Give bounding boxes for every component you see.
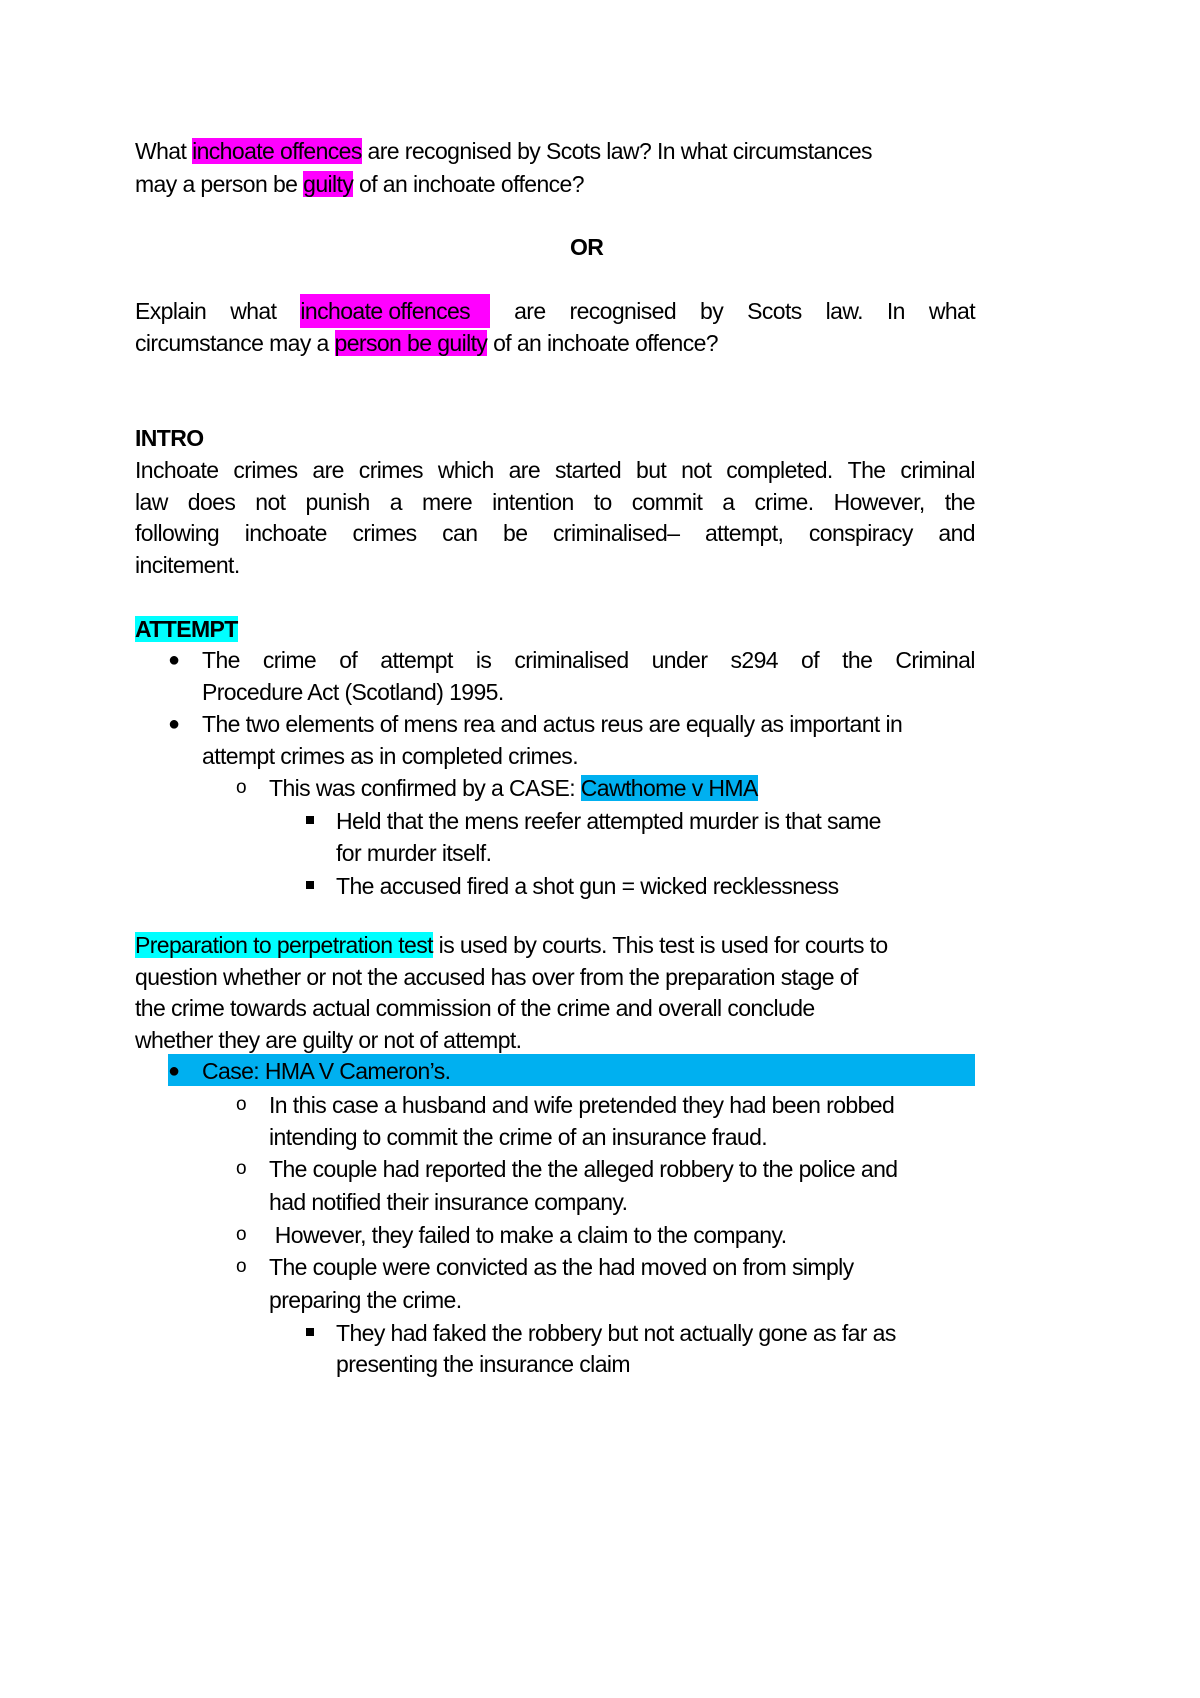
word: are — [508, 457, 541, 483]
highlight-guilty: guilty — [303, 171, 354, 197]
text: circumstance may a — [135, 330, 335, 356]
word: recognised — [569, 298, 677, 324]
highlight-preparation-test: Preparation to perpetration test — [135, 932, 433, 958]
highlight-person-be-guilty: person be guilty — [334, 330, 488, 356]
word: crimes — [352, 520, 417, 546]
word: law. — [825, 298, 863, 324]
word: what — [230, 298, 277, 324]
preparation-line1 — [135, 928, 888, 962]
word: which — [437, 457, 494, 483]
attempt-bullet2-line1: The two elements of mens rea and actus reus are equally as important in — [202, 711, 903, 737]
case-point2-line1: The couple had reported the the alleged robbery to the police and — [269, 1156, 898, 1182]
word: the — [944, 489, 975, 515]
case-subpoint-line1: They had faked the robbery but not actually gone as far as — [336, 1320, 896, 1346]
word: Scots — [747, 298, 802, 324]
highlight-inchoate-offences: inchoate offences — [300, 294, 490, 328]
word: and — [938, 520, 975, 546]
word: attempt — [380, 647, 453, 673]
preparation-line2: question whether or not the accused has over from the preparation stage of — [135, 964, 858, 990]
case-point1-line1: In this case a husband and wife pretended they had been robbed — [269, 1092, 895, 1118]
word: crime. — [754, 489, 814, 515]
word: attempt, — [704, 520, 784, 546]
word: of — [339, 647, 358, 673]
word: In — [886, 298, 905, 324]
word: commit — [631, 489, 703, 515]
attempt-bullet1-line1 — [202, 643, 975, 677]
text: may a person be — [135, 171, 304, 197]
attempt-bullet1-line2: Procedure Act (Scotland) 1995. — [202, 679, 504, 705]
word: what — [928, 298, 975, 324]
word: inchoate — [244, 520, 327, 546]
text: is used by courts. This test is used for courts to — [432, 932, 888, 958]
intro-heading: INTRO — [135, 425, 204, 451]
preparation-line3: the crime towards actual commission of the crime and overall conclude — [135, 995, 815, 1021]
word: criminalised– — [552, 520, 680, 546]
word: conspiracy — [808, 520, 913, 546]
word: does — [187, 489, 236, 515]
intro-line1 — [135, 453, 975, 487]
case-point4-line1: The couple were convicted as the had moved on from simply — [269, 1254, 854, 1280]
bullet-dot-icon: ● — [168, 713, 181, 735]
bullet-circle-icon: o — [236, 1224, 247, 1245]
intro-line4: incitement. — [135, 552, 240, 578]
word: is — [475, 647, 492, 673]
bullet-dot-icon: ● — [168, 1060, 181, 1082]
word: not — [681, 457, 712, 483]
case-hma-cameron: Case: HMA V Cameron’s. — [202, 1058, 451, 1084]
case-point2-line2: had notified their insurance company. — [269, 1189, 628, 1215]
word: not — [255, 489, 286, 515]
word: the — [842, 647, 873, 673]
attempt-subsub1-line2: for murder itself. — [336, 840, 492, 866]
word: intention — [492, 489, 574, 515]
word: crimes — [358, 457, 423, 483]
word: of — [801, 647, 820, 673]
word: a — [389, 489, 402, 515]
bullet-square-icon — [306, 816, 314, 824]
word: crime — [262, 647, 317, 673]
question2-line2 — [135, 326, 718, 360]
case-highlight-cawthome: Cawthome v HMA — [580, 775, 758, 801]
case-point4-line2: preparing the crime. — [269, 1287, 462, 1313]
bullet-circle-icon: o — [236, 1094, 247, 1115]
intro-line3 — [135, 516, 975, 550]
question1-line2 — [135, 167, 584, 201]
word: by — [700, 298, 724, 324]
word: be — [503, 520, 528, 546]
question2-line1 — [135, 294, 975, 328]
intro-line2 — [135, 485, 975, 519]
bullet-circle-icon: o — [236, 777, 247, 798]
word: a — [722, 489, 735, 515]
word: mere — [422, 489, 473, 515]
word: punish — [305, 489, 370, 515]
attempt-bullet2-line2: attempt crimes as in completed crimes. — [202, 743, 578, 769]
word: are — [312, 457, 344, 483]
bullet-circle-icon: o — [236, 1256, 247, 1277]
attempt-subsub2: The accused fired a shot gun = wicked recklessness — [336, 873, 839, 899]
bullet-square-icon — [306, 881, 314, 889]
word: but — [636, 457, 667, 483]
word: Explain — [135, 298, 207, 324]
attempt-heading-highlight: ATTEMPT — [135, 616, 238, 642]
word: law — [135, 489, 168, 515]
attempt-heading — [135, 612, 238, 646]
attempt-subsub1-line1: Held that the mens reefer attempted murder is that same — [336, 808, 881, 834]
word: are — [514, 298, 546, 324]
bullet-dot-icon: ● — [168, 649, 181, 671]
highlight-inchoate-offences: inchoate offences — [192, 138, 362, 164]
text: are recognised by Scots law? In what circumstances — [361, 138, 872, 164]
case-point3: However, they failed to make a claim to the company. — [269, 1222, 787, 1248]
preparation-line4: whether they are guilty or not of attempt. — [135, 1027, 522, 1053]
word: However, — [833, 489, 925, 515]
text: This was confirmed by a CASE: — [269, 775, 581, 801]
word: following — [135, 520, 220, 546]
word: can — [442, 520, 478, 546]
case-subpoint-line2: presenting the insurance claim — [336, 1351, 630, 1377]
word: started — [554, 457, 622, 483]
word: crimes — [233, 457, 298, 483]
case-point1-line2: intending to commit the crime of an insurance fraud. — [269, 1124, 768, 1150]
question1-line1 — [135, 134, 872, 168]
word: to — [593, 489, 612, 515]
text: of an inchoate offence? — [487, 330, 719, 356]
word: Inchoate — [135, 457, 219, 483]
word: Criminal — [895, 647, 975, 673]
word: criminalised — [514, 647, 629, 673]
word: criminal — [900, 457, 975, 483]
word: The — [847, 457, 886, 483]
word: The — [202, 647, 240, 673]
attempt-sub1 — [269, 771, 758, 805]
word: completed. — [726, 457, 833, 483]
word: s294 — [730, 647, 778, 673]
text: of an inchoate offence? — [353, 171, 584, 197]
or-separator: OR — [570, 234, 604, 260]
bullet-circle-icon: o — [236, 1158, 247, 1179]
word: under — [651, 647, 708, 673]
bullet-square-icon — [306, 1328, 314, 1336]
text: What — [135, 138, 193, 164]
